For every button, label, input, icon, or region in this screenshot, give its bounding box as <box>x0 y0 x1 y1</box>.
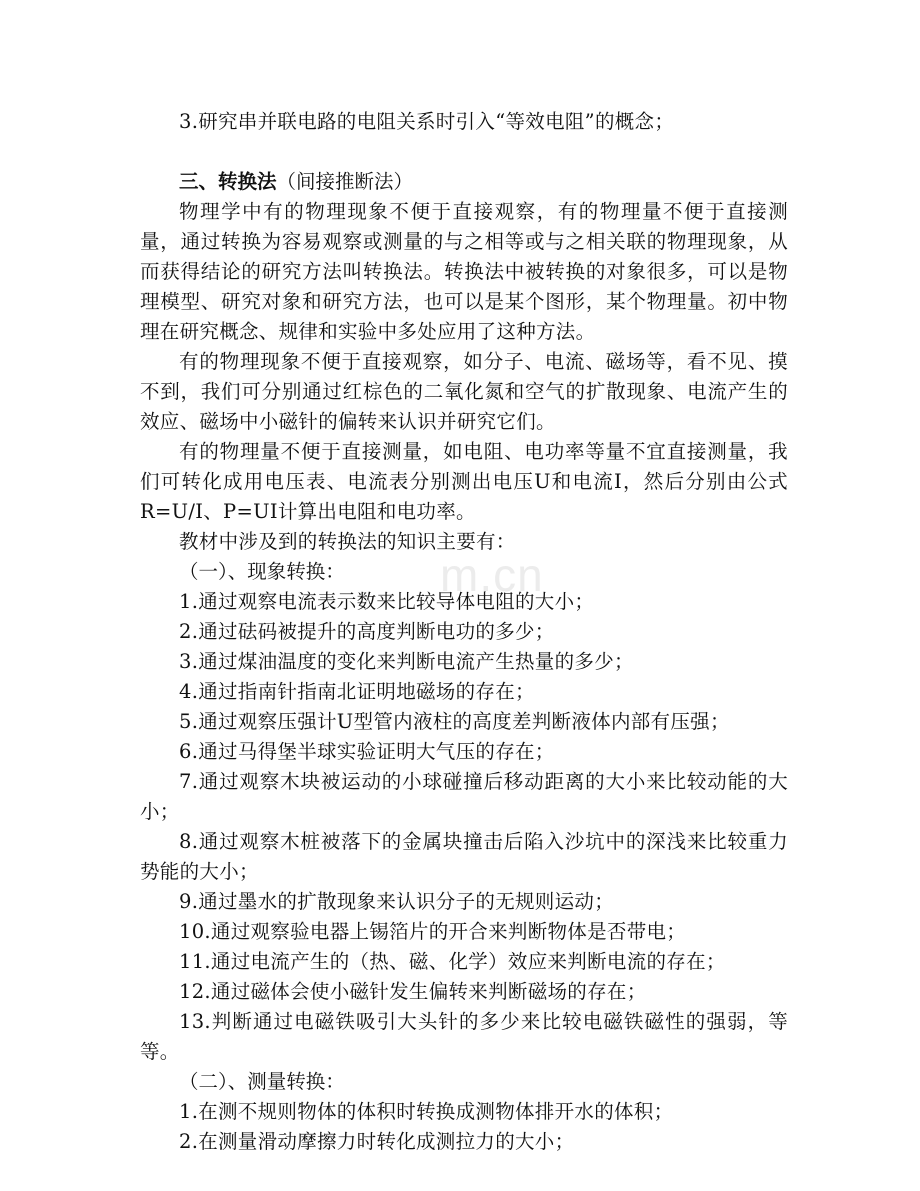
list-item: 1.在测不规则物体的体积时转换成测物体排开水的体积； <box>179 1100 674 1123</box>
list-item: 4.通过指南针指南北证明地磁场的存在； <box>179 680 535 703</box>
spacer <box>140 137 788 167</box>
list-item: 7.通过观察木块被运动的小球碰撞后移动距离的大小来比较动能的大小； <box>140 770 788 823</box>
paragraph: 物理学中有的物理现象不便于直接观察，有的物理量不便于直接测量，通过转换为容易观察或测量的与之相等或与之相关联的物理现象，从而获得结论的研究方法叫转换法。转换法中被转换的对象很多，可以是物理模型、研究对象和研究方法，也可以是某个图形，某个物理量。初中物理在研究概念、规律和实验中多处应用了这种方法。 <box>140 200 788 343</box>
section-title: 三、转换法 <box>179 170 277 193</box>
list-item: 2.在测量滑动摩擦力时转化成测拉力的大小； <box>179 1130 575 1153</box>
section-note: （间接推断法） <box>276 170 414 193</box>
list-item: 6.通过马得堡半球实验证明大气压的存在； <box>179 740 555 763</box>
watermark: m.cn <box>440 549 544 601</box>
paragraph: 教材中涉及到的转换法的知识主要有： <box>179 530 516 553</box>
section-heading <box>140 167 788 197</box>
intro-line: 3.研究串并联电路的电阻关系时引入“等效电阻”的概念； <box>179 110 675 133</box>
list-item: 5.通过观察压强计U型管内液柱的高度差判断液体内部有压强； <box>179 710 730 733</box>
list-item: 13.判断通过电磁铁吸引大头针的多少来比较电磁铁磁性的强弱，等等。 <box>140 1010 788 1063</box>
list-item: 3.通过煤油温度的变化来判断电流产生热量的多少； <box>179 650 634 673</box>
list-item: 10.通过观察验电器上锡箔片的开合来判断物体是否带电； <box>179 920 687 943</box>
subsection-title: （二）、测量转换： <box>179 1070 345 1093</box>
list-item: 11.通过电流产生的（热、磁、化学）效应来判断电流的存在； <box>179 950 726 973</box>
paragraph: 有的物理量不便于直接测量，如电阻、电功率等量不宜直接测量，我们可转化成用电压表、电流表分别测出电压U和电流I，然后分别由公式R=U/I、P=UI计算出电阻和电功率。 <box>140 440 788 523</box>
list-item: 12.通过磁体会使小磁针发生偏转来判断磁场的存在； <box>179 980 647 1003</box>
list-item: 8.通过观察木桩被落下的金属块撞击后陷入沙坑中的深浅来比较重力势能的大小； <box>140 830 788 883</box>
subsection-title: （一）、现象转换： <box>179 560 345 583</box>
paragraph: 有的物理现象不便于直接观察，如分子、电流、磁场等，看不见、摸不到，我们可分别通过红棕色的二氧化氮和空气的扩散现象、电流产生的效应、磁场中小磁针的偏转来认识并研究它们。 <box>140 350 788 433</box>
list-item: 9.通过墨水的扩散现象来认识分子的无规则运动； <box>179 890 615 913</box>
list-item: 1.通过观察电流表示数来比较导体电阻的大小； <box>179 590 595 613</box>
document-page <box>140 107 788 1157</box>
list-item: 2.通过砝码被提升的高度判断电功的多少； <box>179 620 555 643</box>
